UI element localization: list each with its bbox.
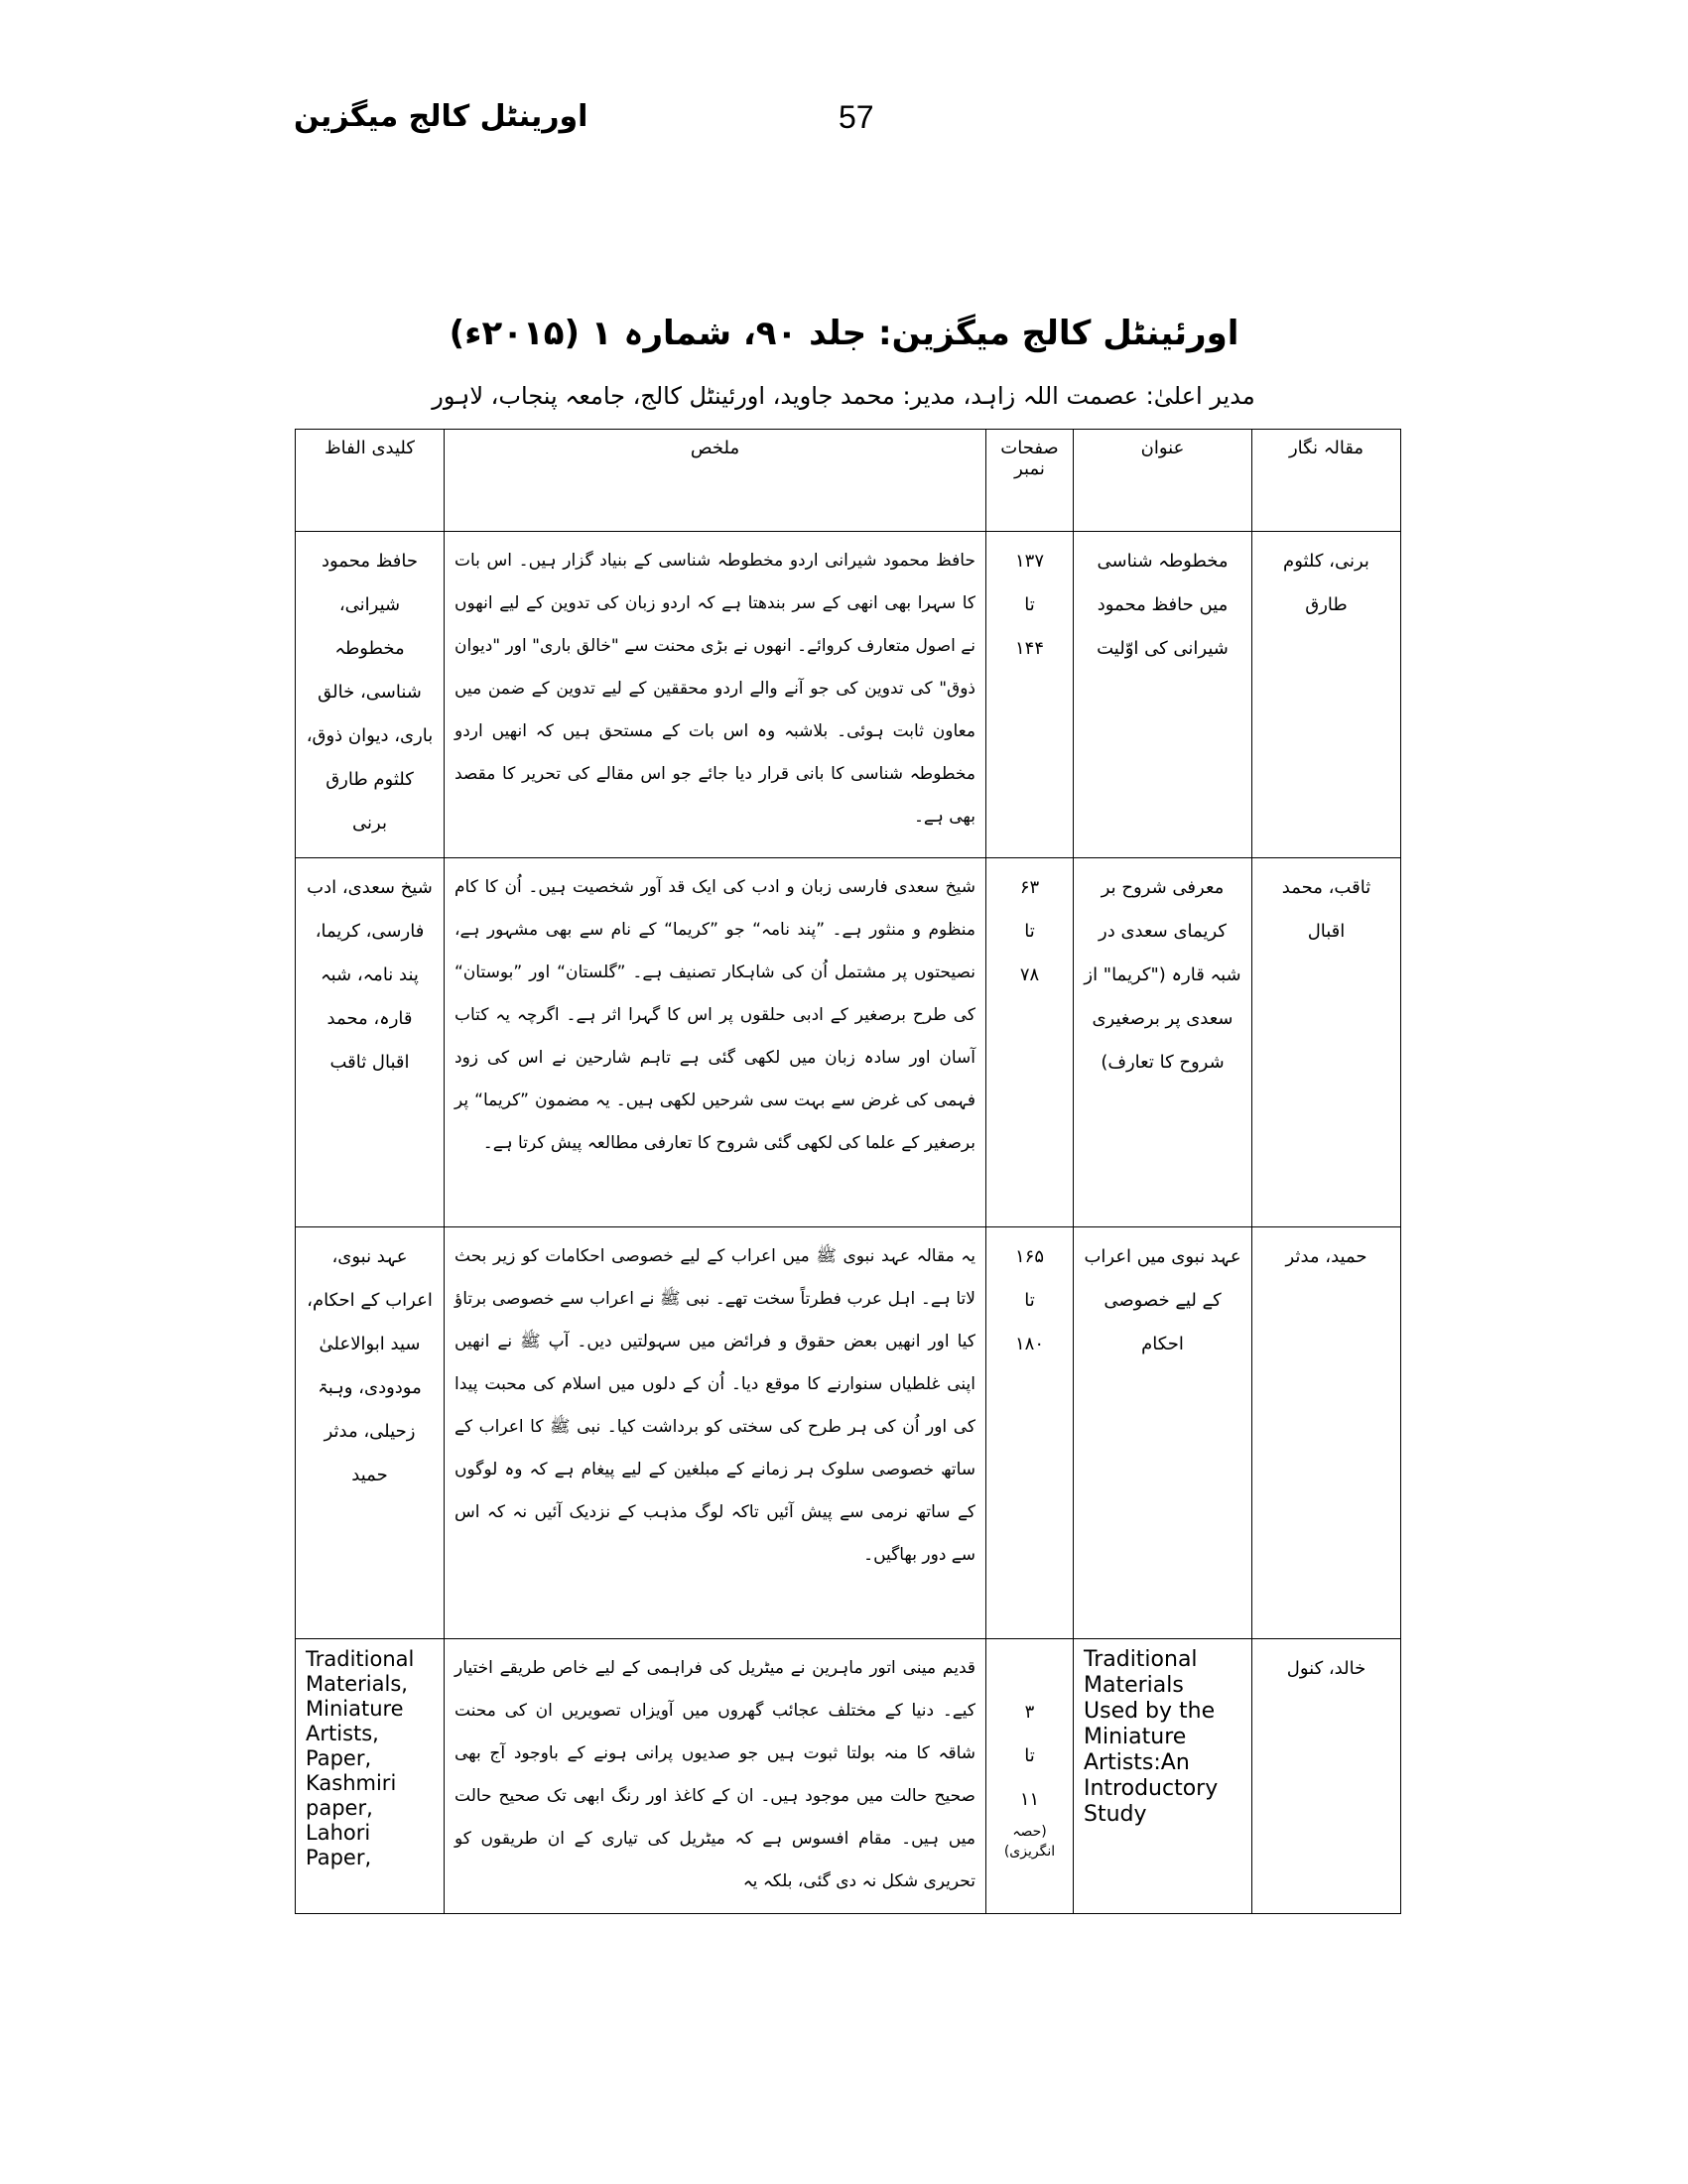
issue-title: اورئینٹل کالج میگزین: جلد ۹۰، شمارہ ۱ (۲۰۱۵ء) — [449, 314, 1239, 353]
header-keywords: کلیدی الفاظ — [296, 430, 445, 532]
table-row — [296, 1227, 1401, 1639]
row-pages — [986, 1639, 1074, 1914]
row-keywords: Traditional Materials, Miniature Artists, Paper, Kashmiri paper, Lahori Paper, — [296, 1639, 445, 1914]
row-abstract: حافظ محمود شیرانی اردو مخطوطہ شناسی کے بنیاد گزار ہیں۔ اس بات کا سہرا بھی انھی کے سر بندھتا ہے کہ اردو زبان کی تدوین کے لیے انھوں نے اصول متعارف کروائے۔ انھوں نے بڑی محنت سے "خالق باری" اور "دیوان ذوق" کی تدوین کی جو آنے والے اردو محققین کے لیے تدوین کے ضمن میں معاون ثابت ہوئی۔ بلاشبہ وہ اس بات کے مستحق ہیں کہ انھیں اردو مخطوطہ شناسی کا بانی قرار دیا جائے جو اس مقالے کی تحریر کا مقصد بھی ہے۔ — [445, 532, 986, 858]
row-keywords: حافظ محمود شیرانی، مخطوطہ شناسی، خالق باری، دیوان ذوق، کلثوم طارق برنی — [296, 532, 445, 858]
row-abstract: شیخ سعدی فارسی زبان و ادب کی ایک قد آور شخصیت ہیں۔ اُن کا کام منظوم و منثور ہے۔ ”پند نامہ“ جو ”کریما“ کے نام سے بھی مشہور ہے، نصیحتوں پر مشتمل اُن کی شاہکار تصنیف ہے۔ ”گلستان“ اور ”بوستان“ کی طرح برصغیر کے ادبی حلقوں پر اس کا گہرا اثر ہے۔ اگرچہ یہ کتاب آسان اور سادہ زبان میں لکھی گئی ہے تاہم شارحین نے اس کی زود فہمی کی غرض سے بہت سی شرحیں لکھی ہیں۔ یہ مضمون ”کریما“ پر برصغیر کے علما کی لکھی گئی شروح کا تعارفی مطالعہ پیش کرتا ہے۔ — [445, 858, 986, 1227]
header-abstract: ملخص — [445, 430, 986, 532]
row-pages: ۱۳۷ تا ۱۴۴ — [986, 532, 1074, 858]
header-author: مقالہ نگار — [1252, 430, 1401, 532]
row-author: ثاقب، محمد اقبال — [1252, 858, 1401, 1227]
table-row — [296, 858, 1401, 1227]
row-author: خالد، کنول — [1252, 1639, 1401, 1914]
row-title: معرفی شروح بر کریمای سعدی در شبہ قارہ ("کریما" از سعدی پر برصغیری شروح کا تعارف) — [1074, 858, 1252, 1227]
row-title: عہد نبوی میں اعراب کے لیے خصوصی احکام — [1074, 1227, 1252, 1639]
articles-table — [295, 429, 1401, 1914]
row-title: Traditional Materials Used by the Miniature Artists:An Introductory Study — [1074, 1639, 1252, 1914]
table-header-row — [296, 430, 1401, 532]
editors-line: مدیر اعلیٰ: عصمت اللہ زاہد، مدیر: محمد جاوید، اورئینٹل کالج، جامعہ پنجاب، لاہور — [432, 382, 1255, 410]
header-pages: صفحات نمبر — [986, 430, 1074, 532]
row-title: مخطوطہ شناسی میں حافظ محمود شیرانی کی اوّلیت — [1074, 532, 1252, 858]
header-title: عنوان — [1074, 430, 1252, 532]
row-keywords: عہد نبوی، اعراب کے احکام، سید ابوالاعلیٰ مودودی، وہبۃ زحیلی، مدثر حمید — [296, 1227, 445, 1639]
row-author: حمید، مدثر — [1252, 1227, 1401, 1639]
row-keywords: شیخ سعدی، ادب فارسی، کریما، پند نامہ، شبہ قارہ، محمد اقبال ثاقب — [296, 858, 445, 1227]
running-title: اورینٹل کالج میگزین — [294, 99, 588, 134]
row-abstract: یہ مقالہ عہد نبوی ﷺ میں اعراب کے لیے خصوصی احکامات کو زیر بحث لاتا ہے۔ اہل عرب فطرتاً سخت تھے۔ نبی ﷺ نے اعراب سے خصوصی برتاؤ کیا اور انھیں بعض حقوق و فرائض میں سہولتیں دیں۔ آپ ﷺ نے انھیں اپنی غلطیاں سنوارنے کا موقع دیا۔ اُن کے دلوں میں اسلام کی محبت پیدا کی اور اُن کی ہر طرح کی سختی کو برداشت کیا۔ نبی ﷺ کا اعراب کے ساتھ خصوصی سلوک ہر زمانے کے مبلغین کے لیے پیغام ہے کہ وہ لوگوں کے ساتھ نرمی سے پیش آئیں تاکہ لوگ مذہب کے نزدیک آئیں نہ کہ اس سے دور بھاگیں۔ — [445, 1227, 986, 1639]
page-number: 57 — [839, 99, 874, 135]
row-abstract: قدیم مینی اتور ماہرین نے میٹریل کی فراہمی کے لیے خاص طریقے اختیار کیے۔ دنیا کے مختلف عجائب گھروں میں آویزاں تصویریں ان کی محنت شاقہ کا منہ بولتا ثبوت ہیں جو صدیوں پرانی ہونے کے باوجود آج بھی صحیح حالت میں موجود ہیں۔ ان کے کاغذ اور رنگ ابھی تک صحیح حالت میں ہیں۔ مقام افسوس ہے کہ میٹریل کی تیاری کے ان طریقوں کو تحریری شکل نہ دی گئی، بلکہ یہ — [445, 1639, 986, 1914]
table-row — [296, 532, 1401, 858]
row-pages: ۶۳ تا ۷۸ — [986, 858, 1074, 1227]
table-row — [296, 1639, 1401, 1914]
row-pages-note: (حصہ انگریزی) — [1003, 1824, 1056, 1860]
row-pages: ۱۶۵ تا ۱۸۰ — [986, 1227, 1074, 1639]
row-pages-range: ۳ تا ۱۱ — [1019, 1702, 1040, 1810]
row-author: برنی، کلثوم طارق — [1252, 532, 1401, 858]
